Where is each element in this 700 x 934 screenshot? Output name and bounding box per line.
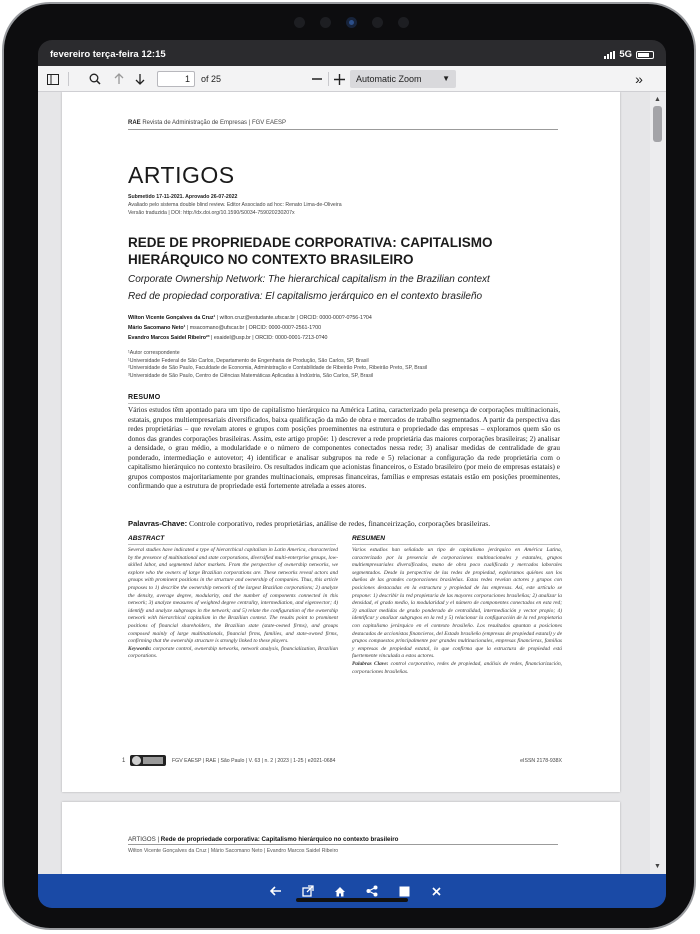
article-meta — [128, 193, 342, 217]
share-icon[interactable] — [364, 883, 380, 899]
resumen-keywords-label: Palabras Clave: — [352, 660, 389, 667]
keywords-label: Palavras-Chave: — [128, 519, 188, 528]
home-icon[interactable] — [332, 883, 348, 899]
status-bar — [38, 40, 666, 66]
home-indicator[interactable] — [296, 898, 408, 902]
meta-line: Versão traduzida | DOI: http://dx.doi.org/10.1590/S0034-759020230207x — [128, 210, 295, 216]
page-footer — [122, 755, 562, 769]
resumo-heading: RESUMO — [128, 394, 161, 401]
abstract-column — [128, 547, 338, 661]
sidebar-toggle-icon[interactable] — [44, 70, 62, 88]
scroll-down-icon[interactable]: ▼ — [654, 863, 661, 870]
pdf-viewer[interactable] — [38, 92, 666, 874]
back-icon[interactable] — [268, 883, 284, 899]
resumen-keywords: control corporativo, redes de propiedad, análisis de redes, financiarización, corporaciones brasileñas. — [352, 660, 562, 675]
abstract-keywords-label: Keywords: — [128, 645, 152, 652]
status-time: fevereiro terça-feira 12:15 — [50, 49, 166, 60]
camera-lens-icon — [294, 17, 305, 28]
camera-lens-icon — [346, 17, 357, 28]
running-header — [128, 836, 398, 843]
status-right — [604, 49, 654, 60]
affiliation-line: ¹Autor correspondente — [128, 350, 180, 356]
page-number-input[interactable]: 1 — [157, 71, 195, 87]
affiliation-line: ²Universidade de São Paulo, Faculdade de Economia, Administração e Contabilidade de Ribeirão Preto, Ribeirão Preto, SP, Brasil — [128, 365, 428, 372]
tablet-frame — [2, 2, 696, 930]
author-name: Mário Sacomano Neto¹ — [128, 325, 186, 331]
article-title-spanish: Red de propiedad corporativa: El capitalismo jerárquico en el contexto brasileño — [128, 291, 483, 302]
resumen-text: Varios estudios han señalado un tipo de capitalismo jerárquico en América Latina, caracterizado por la presencia de corporaciones multinacionales y estatales, grupos multiempresariales diversificados, mano de obra poco cualificada y mercados laborales segmentados. Desde la perspectiva de las redes de propiedad, exploramos quiénes son los dueños de las grandes corporaciones brasileñas. Estas redes revelan actores y grupos con posiciones destacadas en la estructura y propiedad de las empresas. Así, este artículo se propone: 1) describir la red propietaria de las mayores corporaciones brasileñas; 2) analizar la densidad, el grado medio, la modularidad y el número de componentes conectados en esta red; 3) analizar medidas de grado ponderado de centralidad, intermediación y vector propio; 4) identificar y analizar subgrupos en la red y 5) relacionar la configuración de la red propietaria con capitalismo jerárquico en el contexto brasileño. Los resultados apuntan a posiciones destacadas de accionistas financieros, del Estado brasileño (empresas de propiedad estatal) y de grupos compuestos principalmente por grandes multinacionales, empresas financieras, familias y empresas de propiedad estatal, lo que confirma que la estructura de propiedad está fuertemente vinculada a estos actores. — [352, 547, 562, 660]
page-number: 1 — [122, 758, 126, 764]
zoom-select-label: Automatic Zoom — [356, 74, 422, 84]
chevron-down-icon: ▼ — [442, 74, 450, 83]
network-label: 5G — [619, 49, 632, 60]
article-title-english: Corporate Ownership Network: The hierarchical capitalism in the Brazilian context — [128, 274, 490, 285]
author-line — [128, 323, 372, 333]
section-rule — [128, 403, 558, 404]
camera-array — [294, 17, 414, 29]
running-head-prefix: ARTIGOS | — [128, 836, 160, 843]
screen — [38, 40, 666, 908]
running-head-title: Rede de propriedade corporativa: Capitalismo hierárquico no contexto brasileiro — [160, 836, 399, 843]
scroll-up-icon[interactable]: ▲ — [654, 96, 661, 103]
keywords-line — [128, 519, 560, 528]
creative-commons-icon — [130, 755, 166, 766]
author-info: | msacomano@ufscar.br | ORCID: 0000-000?-2561-1?00 — [185, 325, 322, 331]
running-head-authors: Wilton Vicente Gonçalves da Cruz | Mário Sacomano Neto | Evandro Marcos Saidel Ribeiro — [128, 848, 339, 854]
toolbar-divider — [328, 72, 329, 86]
affiliations — [128, 350, 427, 380]
meta-line: Submetido 17-11-2021. Aprovado 26-07-2022 — [128, 194, 238, 200]
affiliation-line: ¹Universidade Federal de São Carlos, Departamento de Engenharia de Produção, São Carlos, SP, Brasil — [128, 357, 369, 364]
author-name: Evandro Marcos Saidel Ribeiro²³ — [128, 335, 210, 341]
running-header — [128, 120, 286, 126]
abstract-heading: ABSTRACT — [128, 535, 165, 542]
section-heading: ARTIGOS — [128, 162, 235, 188]
article-title: REDE DE PROPRIEDADE CORPORATIVA: CAPITALISMO HIERÁRQUICO NO CONTEXTO BRASILEIRO — [128, 235, 493, 267]
open-external-icon[interactable] — [300, 883, 316, 899]
meta-line: Avaliado pelo sistema double blind review. Editor Associado ad hoc: Renato Lima-de-Oliveira — [128, 202, 342, 208]
abstract-text: Several studies have indicated a type of hierarchical capitalism in Latin America, characterized by the presence of multinational and state corporations, diversified multi-enterprise groups, low-skilled labor, and segmented labor markets. From the perspective of ownership networks, we explore who the owners of large Brazilian corporations are. These networks reveal actors and groups with prominent positions in the structure and ownership of companies. Thus, this article proposes to 1) describe the ownership network of the largest Brazilian corporations; 2) analyze the density, average degree, modularity, and the number of components connected in this network; 3) analyze measures of weighted degree centrality, intermediation, and eigenvector; 4) identify and analyze subgroups in the network; and 5) relate the configuration of the ownership network with hierarchical capitalism in the Brazilian context. The results point to prominent positions of financial shareholders, the Brazilian state (state-owned firms), and groups composed mainly of large multinationals, financial firms, families, and state-owned firms, confirming that the ownership structure is strongly linked to these players. — [128, 547, 338, 645]
battery-icon — [636, 51, 654, 59]
zoom-select[interactable] — [350, 70, 456, 88]
journal-name: Revista de Administração de Empresas | FGV EAESP — [142, 120, 286, 126]
resumen-column — [352, 547, 562, 676]
author-info: | esaidel@usp.br | ORCID: 0000-0001-7213-0?40 — [209, 335, 328, 341]
author-list — [128, 313, 372, 343]
browser-bottom-bar — [38, 874, 666, 908]
keywords-text: Controle corporativo, redes proprietárias, análise de redes, financeirização, corporações brasileiras. — [189, 519, 491, 528]
footer-issn: eISSN 2178-938X — [520, 758, 562, 764]
author-name: Wilton Vicente Gonçalves da Cruz¹ — [128, 315, 216, 321]
resumo-text: Vários estudos têm apontado para um tipo de capitalismo hierárquico na América Latina, caracterizado pela presença de corporações multinacionais, estatais, grupos multiempresariais diversificados, baixa qualificação da mão de obra e mercados de trabalho segmentados. A partir da perspectiva das redes proprietárias – que revelam atores e grupos com posições proeminentes na estrutura e propriedade das empresas – exploramos quem são os donos das grandes corporações brasileiras. Assim, este artigo propõe: 1) descrever a rede proprietária das maiores corporações brasileiras; 2) analisar a densidade, o grau médio, a modularidade e o número de componentes conectados nessa rede; 3) analisar medidas de centralidade de grau ponderado, intermediação e autovetor; 4) identificar e analisar subgrupos na rede e 5) relacionar a configuração da rede proprietária com o capitalismo hierárquico no contexto brasileiro. Os resultados indicam que acionistas financeiros, o Estado brasileiro (por meio de empresas estatais) e grupos compostos majoritariamente por grandes multinacionais, empresas financeiras, famílias e empresas estatais estão em posições proeminentes, confirmando que a estrutura de propriedade está fortemente atrelada a esses atores. — [128, 406, 560, 490]
header-rule — [128, 844, 558, 845]
vertical-scrollbar[interactable] — [650, 92, 666, 874]
signal-icon — [604, 51, 615, 59]
affiliation-line: ³Universidade de São Paulo, Centro de Ciências Matemáticas Aplicadas à Indústria, São Carlos, SP, Brasil — [128, 372, 374, 379]
page-count: of 25 — [201, 74, 222, 84]
section-rule — [352, 544, 560, 545]
tools-menu-icon[interactable]: » — [635, 71, 643, 87]
search-icon[interactable] — [86, 70, 104, 88]
camera-lens-icon — [320, 17, 331, 28]
previous-page-icon[interactable] — [110, 70, 128, 88]
camera-lens-icon — [372, 17, 383, 28]
zoom-in-icon[interactable] — [330, 70, 348, 88]
author-line — [128, 333, 372, 343]
toolbar-divider — [68, 72, 69, 86]
footer-citation: FGV EAESP | RAE | São Paulo | V. 63 | n. 2 | 2023 | 1-25 | e2021-0684 — [172, 758, 336, 764]
scrollbar-thumb[interactable] — [653, 106, 662, 142]
close-icon[interactable] — [428, 883, 444, 899]
author-info: | wilton.cruz@estudante.ufscar.br | ORCID: 0000-000?-0?56-1?04 — [215, 315, 372, 321]
next-page-icon[interactable] — [131, 70, 149, 88]
tabs-icon[interactable] — [396, 883, 412, 899]
zoom-out-icon[interactable] — [308, 70, 326, 88]
section-rule — [128, 544, 336, 545]
author-line — [128, 313, 372, 323]
journal-abbrev: RAE — [128, 120, 141, 126]
resumen-heading: RESUMEN — [352, 535, 385, 542]
pdf-page-2 — [62, 802, 620, 874]
camera-lens-icon — [398, 17, 409, 28]
pdf-toolbar — [38, 66, 666, 92]
header-rule — [128, 129, 558, 130]
abstract-keywords: corporate control, ownership networks, network analysis, financialization, Brazilian corporations. — [128, 645, 338, 660]
pdf-page-1 — [62, 92, 620, 792]
